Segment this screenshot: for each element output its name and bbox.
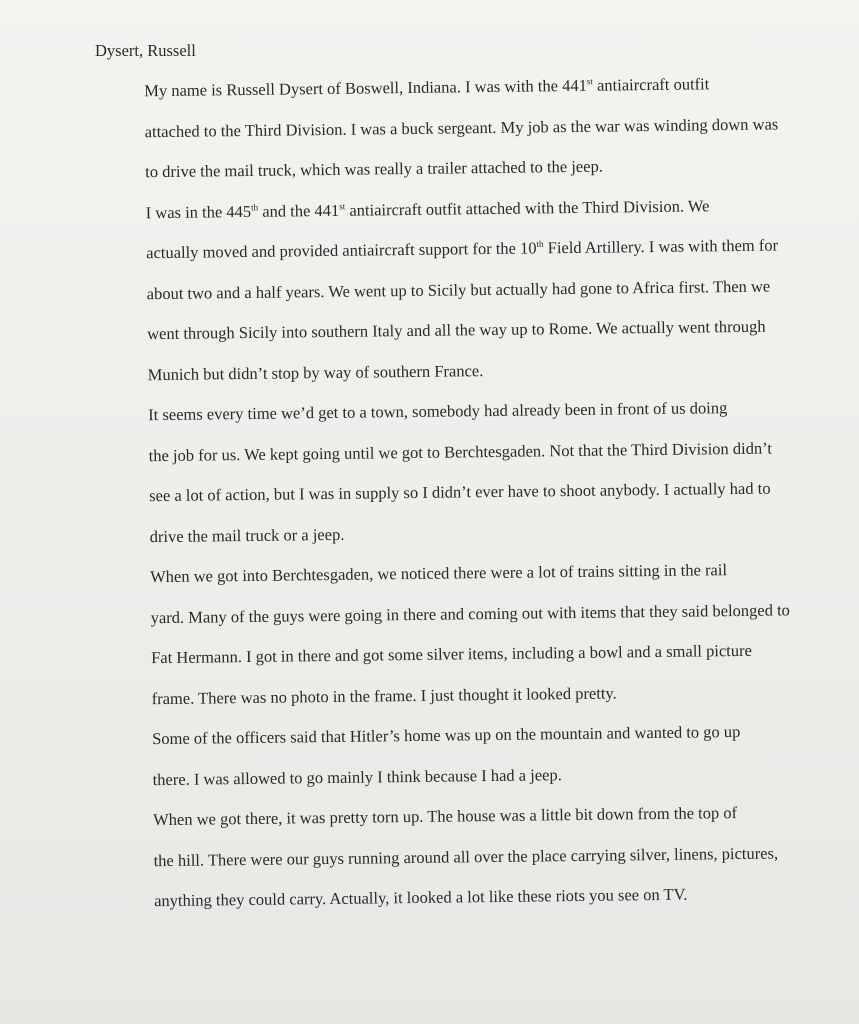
text-run: When we got into Berchtesgaden, we noticed there were a lot of trains sitting in the rail	[150, 560, 728, 587]
paragraph	[86, 549, 828, 720]
text-run: Some of the officers said that Hitler’s home was up on the mountain and wanted to go up	[152, 721, 741, 749]
text-run: went through Sicily into southern Italy and all the way up to Rome. We actually went through	[147, 316, 766, 344]
ordinal-suffix: st	[339, 200, 346, 211]
paragraph	[84, 387, 826, 558]
text-run: It seems every time we’d get to a town, somebody had already been in front of us doing	[148, 398, 728, 425]
text-run: drive the mail truck or a jeep.	[149, 524, 345, 546]
text-run: Field Artillery. I was with them for	[543, 235, 779, 258]
ordinal-suffix: th	[536, 238, 544, 249]
text-run: see a lot of action, but I was in supply so I didn’t ever have to shoot anybody. I actually had to	[149, 478, 771, 506]
text-run: there. I was allowed to go mainly I think because I had a jeep.	[152, 764, 562, 789]
text-run: yard. Many of the guys were going in there and coming out with items that they said belonged to	[150, 599, 790, 627]
text-run: about two and a half years. We went up to Sicily but actually had gone to Africa first. Then we	[146, 276, 771, 303]
text-run: antiaircraft outfit attached with the Third Division. We	[345, 195, 710, 220]
ordinal-suffix: st	[586, 76, 593, 87]
text-run: My name is Russell Dysert of Boswell, Indiana. I was with the 441	[144, 75, 588, 101]
text-line	[90, 873, 830, 923]
text-run: the hill. There were our guys running around all over the place carrying silver, linens, pictures,	[153, 843, 779, 870]
text-run: When we got there, it was pretty torn up. The house was a little bit down from the top of	[153, 803, 738, 830]
text-run: the job for us. We kept going until we got to Berchtesgaden. Not that the Third Division didn’t	[148, 438, 773, 465]
ordinal-suffix: th	[251, 201, 259, 212]
text-run: Munich but didn’t stop by way of southern France.	[147, 360, 484, 384]
paragraph	[89, 792, 830, 923]
text-run: frame. There was no photo in the frame. I just thought it looked pretty.	[151, 682, 617, 708]
text-run: I was in the 445	[145, 201, 252, 222]
paragraph	[80, 63, 821, 194]
paragraph	[88, 711, 829, 801]
paragraph	[81, 184, 823, 396]
text-run: antiaircraft outfit	[592, 74, 710, 95]
text-run: Fat Hermann. I got in there and got some silver items, including a bowl and a small picture	[151, 640, 752, 668]
document-body	[80, 63, 830, 922]
text-run: actually moved and provided antiaircraft support for the 10	[146, 238, 537, 263]
text-run: and the 441	[258, 200, 340, 221]
document-header: Dysert, Russell	[95, 41, 196, 60]
text-run: anything they could carry. Actually, it looked a lot like these riots you see on TV.	[154, 884, 688, 911]
text-run: to drive the mail truck, which was really a trailer attached to the jeep.	[145, 156, 604, 182]
text-run: attached to the Third Division. I was a buck sergeant. My job as the war was winding down was	[144, 113, 779, 141]
